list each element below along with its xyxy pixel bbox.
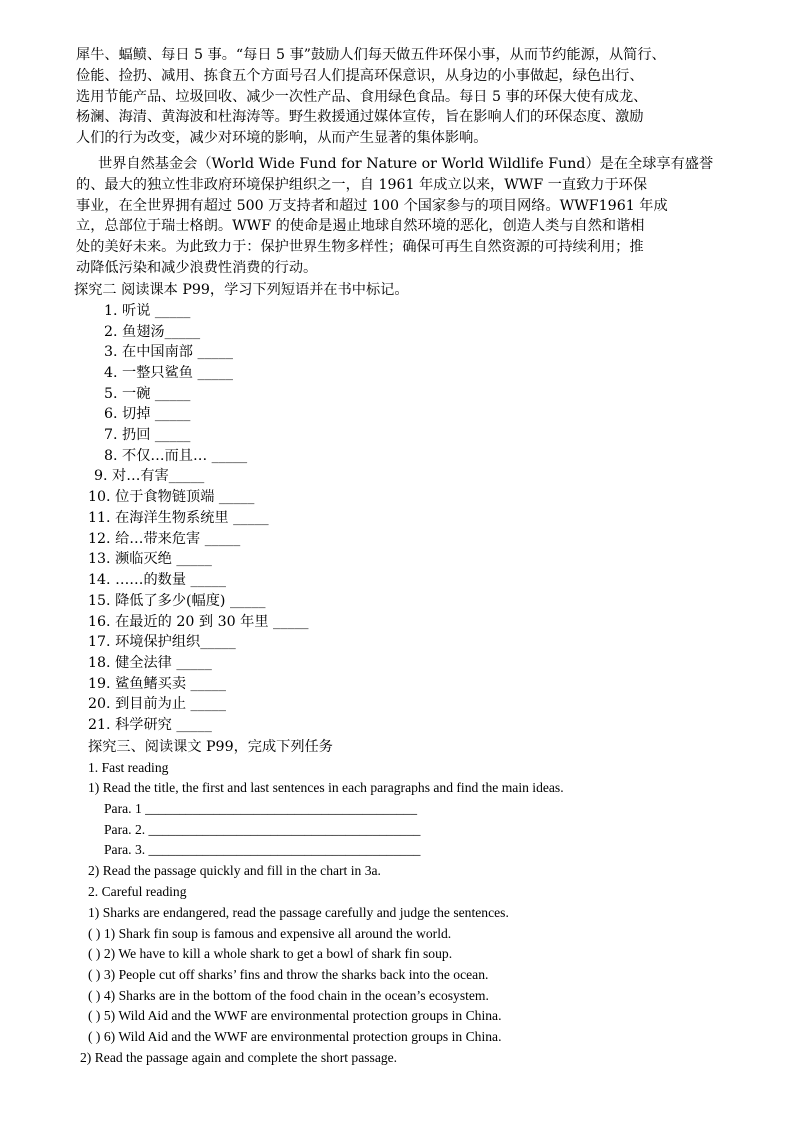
phrase-item: 18. 健全法律 _____ [88,655,212,671]
paragraph-line: 人们的行为改变，减少对环境的影响，从而产生显著的集体影响。 [76,130,488,147]
careful-reading-task-2: 2) Read the passage again and complete the short passage. [80,1050,398,1065]
para-main-idea-blank: Para. 2. ________________________________________ [104,822,421,837]
paragraph-wwf [76,154,716,279]
paragraph-line: 犀牛、蝠鲼、每日 5 事。“每日 5 事”鼓励人们每天做五件环保小事，从而节约能源，从简行、 [76,47,666,63]
paragraph-line: 的、最大的独立性非政府环境保护组织之一，自 1961 年成立以来，WWF 一直致力于环保 [76,176,648,193]
paragraph-line: 杨澜、海清、黄海波和杜海涛等。野生救援通过媒体宣传，旨在影响人们的环保态度、激励 [76,109,644,126]
paragraph-line: 世界自然基金会（World Wide Fund for Nature or World Wildlife Fund）是在全球享有盛誉 [98,156,714,172]
paragraph-line: 俭能、捡扔、减用、拣食五个方面号召人们提高环保意识，从身边的小事做起，绿色出行、 [76,67,644,84]
phrase-item: 2. 鱼翅汤_____ [104,324,201,340]
phrase-item: 14. ……的数量 _____ [88,572,226,588]
phrase-item: 11. 在海洋生物系统里 _____ [88,510,269,526]
paragraph-line: 选用节能产品、垃圾回收、减少一次性产品、食用绿色食品。每日 5 事的环保大使有成龙、 [76,88,648,105]
careful-reading-heading: 2. Careful reading [88,884,187,899]
paragraph-line: 立，总部位于瑞士格朗。WWF 的使命是遏止地球自然环境的恶化，创造人类与自然和谐相 [76,218,645,235]
phrase-item: 19. 鲨鱼鳍买卖 _____ [88,676,226,692]
judge-sentence: ( ) 6) Wild Aid and the WWF are environmental protection groups in China. [88,1029,502,1044]
section2-title: 探究二 阅读课本 P99，学习下列短语并在书中标记。 [74,282,409,298]
phrase-item: 13. 濒临灭绝 _____ [88,551,212,567]
phrase-item: 16. 在最近的 20 到 30 年里 _____ [88,614,309,630]
phrase-item: 7. 扔回 _____ [104,427,191,443]
phrase-item: 20. 到目前为止 _____ [88,696,226,712]
judge-sentence: ( ) 5) Wild Aid and the WWF are environmental protection groups in China. [88,1008,502,1023]
phrase-item: 6. 切掉 _____ [104,406,191,422]
paragraph-line: 处的美好未来。为此致力于：保护世界生物多样性；确保可再生自然资源的可持续利用；推 [76,239,644,256]
fast-reading-task-2: 2) Read the passage quickly and fill in the chart in 3a. [88,863,381,878]
phrase-item: 21. 科学研究 _____ [88,717,212,733]
phrase-item: 5. 一碗 _____ [104,386,191,402]
phrase-item: 15. 降低了多少(幅度) _____ [88,593,266,609]
phrase-item: 1. 听说 _____ [104,303,191,319]
paragraph-line: 事业，在全世界拥有超过 500 万支持者和超过 100 个国家参与的项目网络。WWF1961 年成 [76,197,668,214]
para-main-idea-blank: Para. 1 ________________________________________ [104,801,418,816]
judge-sentence: ( ) 4) Sharks are in the bottom of the food chain in the ocean’s ecosystem. [88,988,489,1003]
phrase-item: 10. 位于食物链顶端 _____ [88,489,255,505]
fast-reading-task-1: 1) Read the title, the first and last sentences in each paragraphs and find the main ideas. [88,780,564,795]
phrase-item: 12. 给…带来危害 _____ [88,531,241,547]
phrase-item: 4. 一整只鲨鱼 _____ [104,365,233,381]
judge-sentence: ( ) 2) We have to kill a whole shark to get a bowl of shark fin soup. [88,946,453,961]
careful-reading-task-1: 1) Sharks are endangered, read the passage carefully and judge the sentences. [88,905,509,920]
phrase-item: 9. 对…有害_____ [94,468,205,484]
phrase-item: 8. 不仅…而且… _____ [104,448,248,464]
phrase-item: 3. 在中国南部 _____ [104,344,233,360]
para-main-idea-blank: Para. 3. ________________________________________ [104,842,421,857]
fast-reading-heading: 1. Fast reading [88,760,169,775]
paragraph-line: 动降低污染和减少浪费性消费的行动。 [76,259,318,276]
phrase-item: 17. 环境保护组织_____ [88,634,236,650]
section3-title: 探究三、阅读课文 P99，完成下列任务 [88,739,333,755]
paragraph-wildaid [76,45,716,149]
judge-sentence: ( ) 1) Shark fin soup is famous and expensive all around the world. [88,926,452,941]
judge-sentence: ( ) 3) People cut off sharks’ fins and throw the sharks back into the ocean. [88,967,489,982]
